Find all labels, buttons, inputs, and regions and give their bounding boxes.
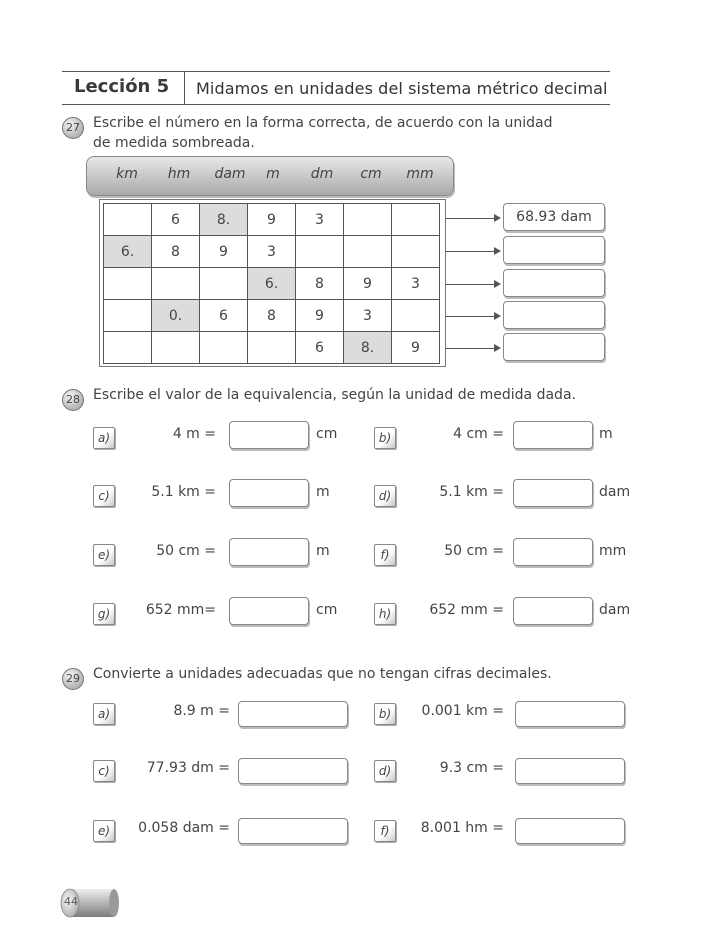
grid-cell: 9 [296,300,344,332]
grid-cell [296,236,344,268]
answer-box-29d[interactable] [515,758,625,784]
grid-cell [104,332,152,364]
grid-cell: 8 [152,236,200,268]
answer-box-29e[interactable] [238,818,348,844]
grid-cell: 9 [344,268,392,300]
item-unit: cm [316,602,338,618]
arrow-head-icon [494,344,501,352]
item-unit: m [599,426,613,442]
item-expression: 50 cm = [156,543,216,559]
item-letter-c: c) [93,485,115,507]
page-number-badge [56,884,120,922]
item-expression: 4 m = [172,426,216,442]
item-letter-f: f) [374,820,396,842]
item-letter-b: b) [374,703,396,725]
item-unit: cm [316,426,338,442]
item-letter-b: b) [374,427,396,449]
grid-cell-shaded: 8. [200,204,248,236]
grid-cell [392,300,440,332]
exercise-28-badge: 28 [62,389,84,411]
answer-box-29a[interactable] [238,701,348,727]
item-letter-f: f) [374,544,396,566]
grid-cell: 9 [200,236,248,268]
answer-box-27-2[interactable] [503,236,605,264]
grid-cell: 6 [152,204,200,236]
grid-cell [200,332,248,364]
unit-dam: dam [214,166,246,182]
item-letter-e: e) [93,820,115,842]
header-separator [184,72,185,105]
answer-box-28a[interactable] [229,421,309,449]
item-unit: dam [599,484,631,500]
grid-cell [200,268,248,300]
item-letter-a: a) [93,703,115,725]
grid-cell: 8 [296,268,344,300]
item-expression: 4 cm = [453,426,504,442]
answer-box-28c[interactable] [229,479,309,507]
arrow-head-icon [494,214,501,222]
item-letter-e: e) [93,544,115,566]
item-expression: 5.1 km = [439,484,504,500]
answer-box-28f[interactable] [513,538,593,566]
item-expression: 652 mm= [145,602,216,618]
grid-cell-shaded: 0. [152,300,200,332]
arrow-head-icon [494,280,501,288]
item-letter-c: c) [93,760,115,782]
arrow-head-icon [494,312,501,320]
grid-cell [392,204,440,236]
item-letter-h: h) [374,603,396,625]
answer-box-28d[interactable] [513,479,593,507]
grid-row-5 [104,332,440,364]
item-expression: 8.001 hm = [420,820,504,836]
answer-box-29c[interactable] [238,758,348,784]
answer-box-28g[interactable] [229,597,309,625]
grid-cell [344,236,392,268]
exercise-27-badge: 27 [62,117,84,139]
unit-km: km [116,166,138,182]
item-expression: 8.9 m = [173,703,230,719]
unit-mm: mm [406,166,434,182]
grid-row-4 [104,300,440,332]
answer-box-29f[interactable] [515,818,625,844]
exercise-29-instruction: Convierte a unidades adecuadas que no tengan cifras decimales. [93,666,552,682]
item-expression: 9.3 cm = [439,760,504,776]
grid-cell [344,204,392,236]
item-letter-a: a) [93,427,115,449]
grid-cell [152,268,200,300]
grid-row-1 [104,204,440,236]
unit-m: m [266,166,280,182]
grid-cell [104,268,152,300]
lesson-label: Lección 5 [74,76,170,97]
item-expression: 50 cm = [444,543,504,559]
grid-cell [104,204,152,236]
item-letter-g: g) [93,603,115,625]
exercise-27-instruction-line2: de medida sombreada. [93,135,255,151]
grid-cell: 8 [248,300,296,332]
grid-cell-shaded: 6. [104,236,152,268]
exercise-28-instruction: Escribe el valor de la equivalencia, según la unidad de medida dada. [93,387,576,403]
item-expression: 77.93 dm = [146,760,230,776]
answer-box-28b[interactable] [513,421,593,449]
answer-box-27-4[interactable] [503,301,605,329]
answer-box-27-1[interactable]: 68.93 dam [503,203,605,231]
item-unit: m [316,484,330,500]
grid-cell-shaded: 6. [248,268,296,300]
place-value-grid [103,203,440,364]
item-expression: 5.1 km = [151,484,216,500]
header-bottom-rule [62,104,610,105]
grid-cell [152,332,200,364]
arrow-line [445,348,495,349]
arrow-head-icon [494,247,501,255]
exercise-27-instruction-line1: Escribe el número en la forma correcta, de acuerdo con la unidad [93,115,553,131]
grid-cell: 3 [392,268,440,300]
answer-box-28h[interactable] [513,597,593,625]
grid-cell [104,300,152,332]
answer-box-28e[interactable] [229,538,309,566]
item-unit: m [316,543,330,559]
page-title: Midamos en unidades del sistema métrico decimal [196,79,608,98]
page-number: 44 [64,895,78,908]
item-expression: 0.001 km = [421,703,504,719]
grid-cell: 6 [200,300,248,332]
answer-box-27-3[interactable] [503,269,605,297]
grid-cell [248,332,296,364]
item-expression: 652 mm = [429,602,504,618]
arrow-line [445,316,495,317]
grid-cell-shaded: 8. [344,332,392,364]
grid-row-2 [104,236,440,268]
grid-cell: 9 [392,332,440,364]
item-unit: mm [599,543,627,559]
unit-hm: hm [167,166,191,182]
unit-cm: cm [360,166,382,182]
grid-cell: 3 [296,204,344,236]
item-expression: 0.058 dam = [138,820,230,836]
item-letter-d: d) [374,485,396,507]
arrow-line [445,218,495,219]
grid-cell: 9 [248,204,296,236]
grid-cell [392,236,440,268]
arrow-line [445,251,495,252]
answer-box-29b[interactable] [515,701,625,727]
exercise-29-badge: 29 [62,668,84,690]
unit-dm: dm [310,166,334,182]
grid-cell: 3 [344,300,392,332]
grid-row-3 [104,268,440,300]
grid-cell: 3 [248,236,296,268]
header-top-rule [62,71,610,72]
item-unit: dam [599,602,631,618]
item-letter-d: d) [374,760,396,782]
answer-box-27-5[interactable] [503,333,605,361]
arrow-line [445,284,495,285]
grid-cell: 6 [296,332,344,364]
